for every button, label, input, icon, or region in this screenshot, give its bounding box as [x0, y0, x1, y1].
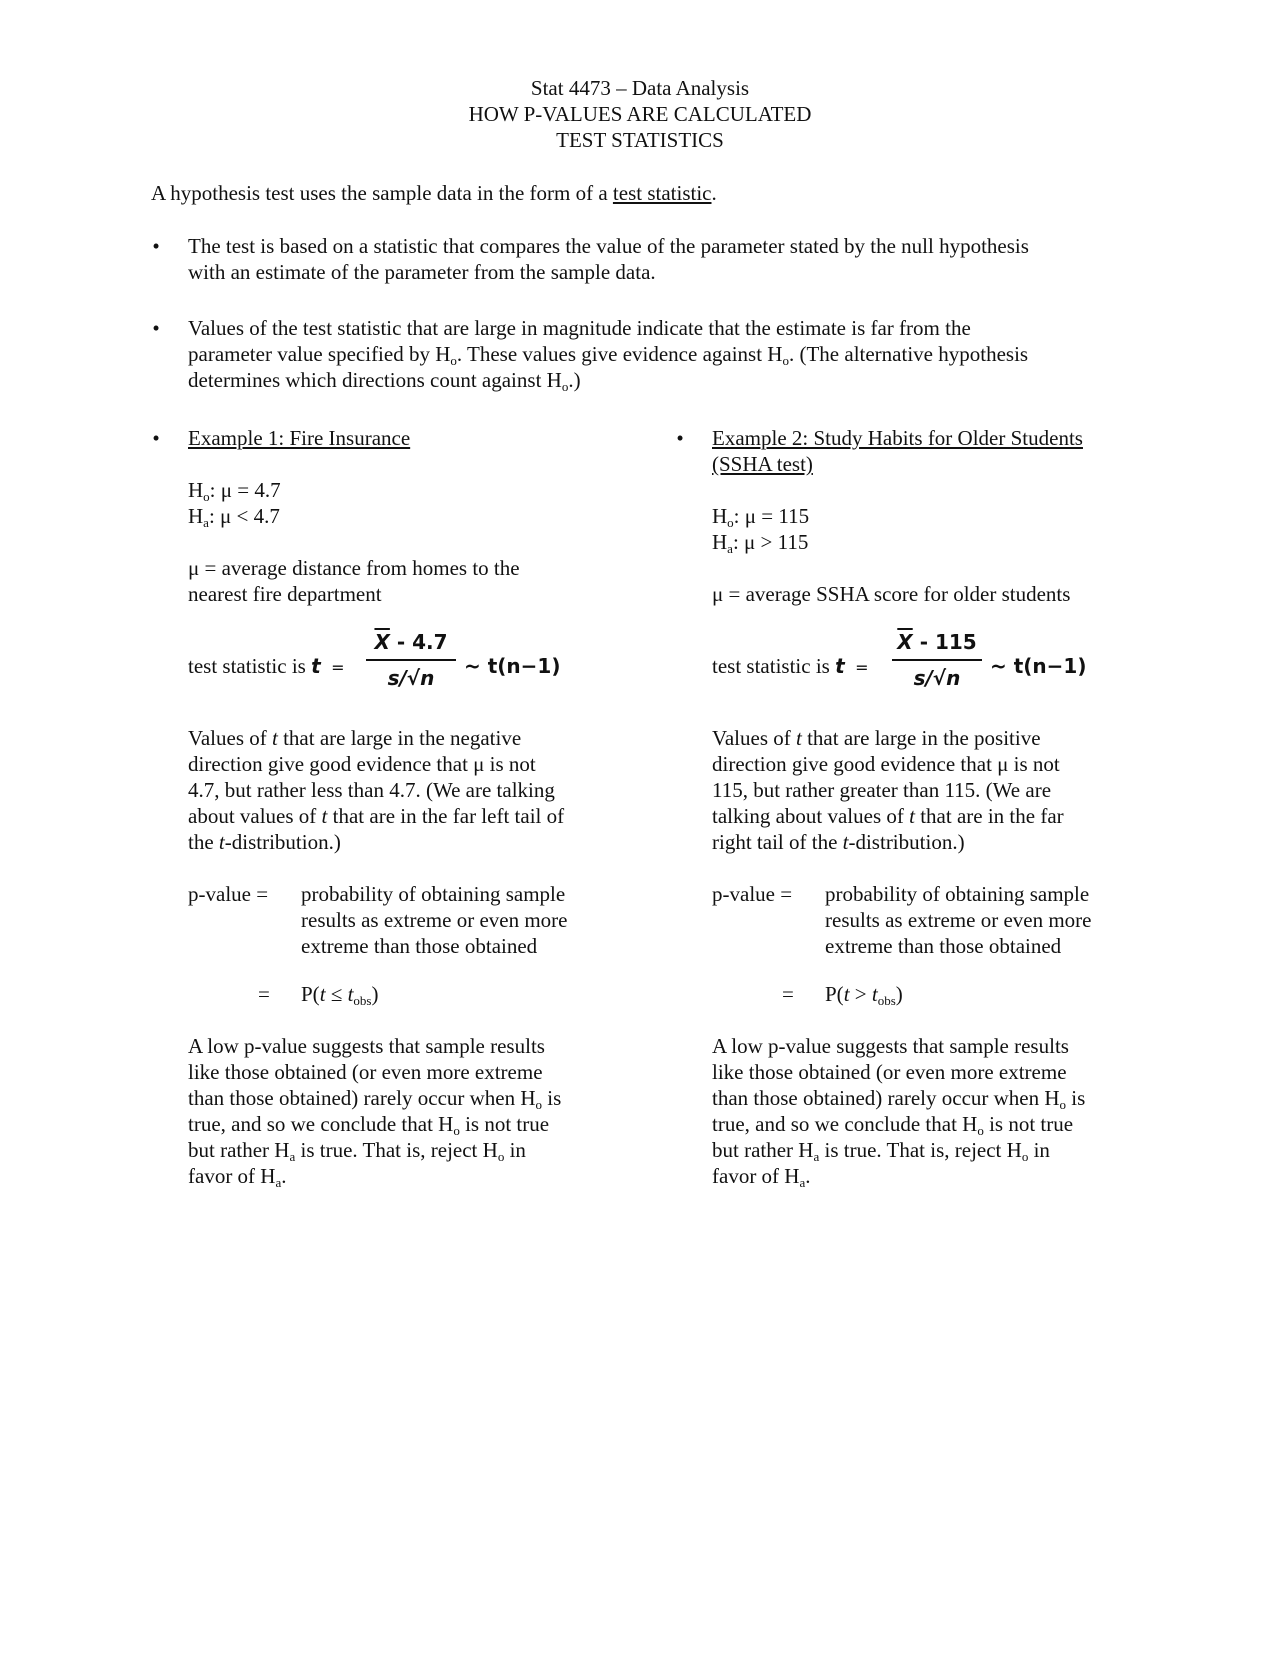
example-1-null-hypothesis: $H_o$: μ = 4.7 — [188, 478, 281, 504]
example-1-heading: Example 1: Fire Insurance — [188, 426, 411, 450]
example-2-test-statistic: test statistic is t = $\overline{X} - 115$ s/√n ~ t(n−1) — [712, 630, 1087, 690]
example-1-pvalue-definition: p-value = probability of obtaining sample results as extreme or even more extreme than those obtained — [188, 882, 568, 958]
example-1-test-statistic: test statistic is t = $\overline{X} - 4.7$ s/√n ~ t(n−1) — [188, 630, 561, 690]
example-2 — [712, 425, 1182, 1189]
bullet-1-marker: • — [152, 234, 160, 258]
example-1 — [188, 425, 648, 1189]
page-title: HOW P-VALUES ARE CALCULATED — [468, 102, 812, 126]
example-2-heading: Example 2: Study Habits for Older Students (SSHA test) — [712, 426, 1083, 476]
example-1-mu-definition: μ = average distance from homes to the nearest fire department — [188, 556, 520, 606]
example-1-distribution: ~ t(n−1) — [464, 654, 561, 678]
bullet-1-text: The test is based on a statistic that compares the value of the parameter stated by the null hypothesis with an estimate of the parameter from the sample data. — [188, 234, 1029, 284]
example-2-probability: = $P(t > t_{obs})$ — [782, 982, 903, 1008]
bullet-2-marker: • — [152, 316, 160, 340]
example-2-interpretation: Values of t that are large in the positive direction give good evidence that μ is not 115, but rather greater than 115. (We are talking about values of t that are in the far right tail of the t-distribution.) — [712, 726, 1064, 854]
page-subtitle: TEST STATISTICS — [556, 128, 724, 152]
course-title: Stat 4473 – Data Analysis — [530, 76, 750, 100]
example-1-fraction: $\overline{X} - 4.7$ s/√n — [366, 629, 456, 691]
example-1-conclusion: A low p-value suggests that sample results like those obtained (or even more extreme than those obtained) rarely occur when $H_o$ is true, and so we conclude that $H_o$ is not true but rather $H_a$ is true. That is, reject $H_o$ in favor of $H_a$. — [188, 1034, 562, 1190]
example-1-alt-hypothesis: $H_a$: μ < 4.7 — [188, 504, 280, 530]
example-2-alt-hypothesis: $H_a$: μ > 115 — [712, 530, 809, 556]
bullet-2-text: Values of the test statistic that are large in magnitude indicate that the estimate is far from the parameter value specified by $H_o$. These values give evidence against $H_o$. (The alternative hypothesis determines which directions count against $H_o$.) — [188, 316, 1029, 394]
example-1-interpretation: Values of t that are large in the negative direction give good evidence that μ is not 4.7, but rather less than 4.7. (We are talking about values of t that are in the far left tail of the t-distribution.) — [188, 726, 565, 854]
example-2-distribution: ~ t(n−1) — [990, 654, 1087, 678]
example-2-bullet: • — [676, 426, 684, 450]
example-2-conclusion: A low p-value suggests that sample results like those obtained (or even more extreme than those obtained) rarely occur when $H_o$ is true, and so we conclude that $H_o$ is not true but rather $H_a$ is true. That is, reject $H_o$ in favor of $H_a$. — [712, 1034, 1086, 1190]
example-2-fraction: $\overline{X} - 115$ s/√n — [892, 629, 982, 691]
example-2-null-hypothesis: $H_o$: μ = 115 — [712, 504, 810, 530]
test-statistic-term: test statistic — [612, 181, 712, 205]
example-1-probability: = $P(t \le t_{obs})$ — [258, 982, 379, 1008]
example-2-pvalue-definition: p-value = probability of obtaining sample results as extreme or even more extreme than those obtained — [712, 882, 1092, 958]
example-1-bullet: • — [152, 426, 160, 450]
intro-paragraph: A hypothesis test uses the sample data in the form of a test statistic. — [151, 181, 717, 205]
example-2-mu-definition: μ = average SSHA score for older students — [712, 582, 1071, 606]
